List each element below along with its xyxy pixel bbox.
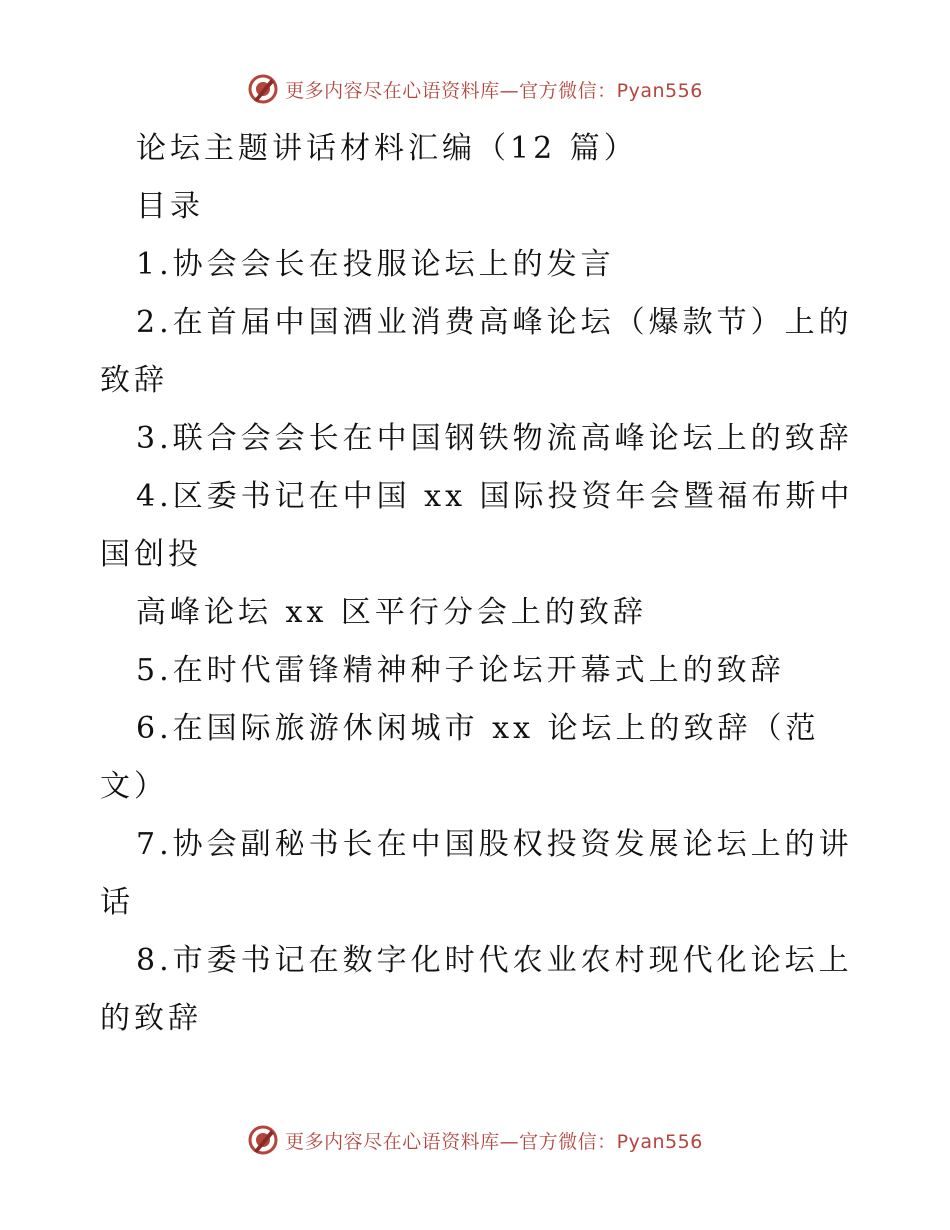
toc-entry: 1.协会会长在投服论坛上的发言: [136, 247, 615, 282]
toc-entry: 5.在时代雷锋精神种子论坛开幕式上的致辞: [136, 653, 785, 688]
toc-entry-continuation: 文）: [100, 769, 168, 804]
quill-pen-logo-icon: [247, 1124, 279, 1156]
footer-watermark: [0, 1123, 950, 1157]
document-body: [100, 120, 860, 1048]
toc-entry-continuation: 国创投: [100, 537, 202, 572]
toc-entry: 2.在首届中国酒业消费高峰论坛（爆款节）上的: [136, 305, 853, 340]
toc-entry: 4.区委书记在中国 xx 国际投资年会暨福布斯中: [136, 479, 854, 514]
toc-entry-continuation: 话: [100, 885, 134, 920]
toc-entry-continuation: 高峰论坛 xx 区平行分会上的致辞: [136, 595, 647, 630]
toc-entry: 7.协会副秘书长在中国股权投资发展论坛上的讲: [136, 827, 853, 862]
document-title: 论坛主题讲话材料汇编（12 篇）: [136, 131, 638, 166]
toc-entry: 8.市委书记在数字化时代农业农村现代化论坛上: [136, 943, 853, 978]
toc-entry: 3.联合会会长在中国钢铁物流高峰论坛上的致辞: [136, 421, 853, 456]
watermark-text: 更多内容尽在心语资料库—官方微信：Pyan556: [285, 79, 703, 102]
toc-entry: 6.在国际旅游休闲城市 xx 论坛上的致辞（范: [136, 711, 820, 746]
toc-entry-continuation: 的致辞: [100, 1001, 202, 1036]
toc-entry-continuation: 致辞: [100, 363, 168, 398]
header-watermark: [0, 72, 950, 106]
watermark-text: 更多内容尽在心语资料库—官方微信：Pyan556: [285, 1130, 703, 1153]
toc-heading: 目录: [136, 189, 204, 224]
quill-pen-logo-icon: [247, 73, 279, 105]
